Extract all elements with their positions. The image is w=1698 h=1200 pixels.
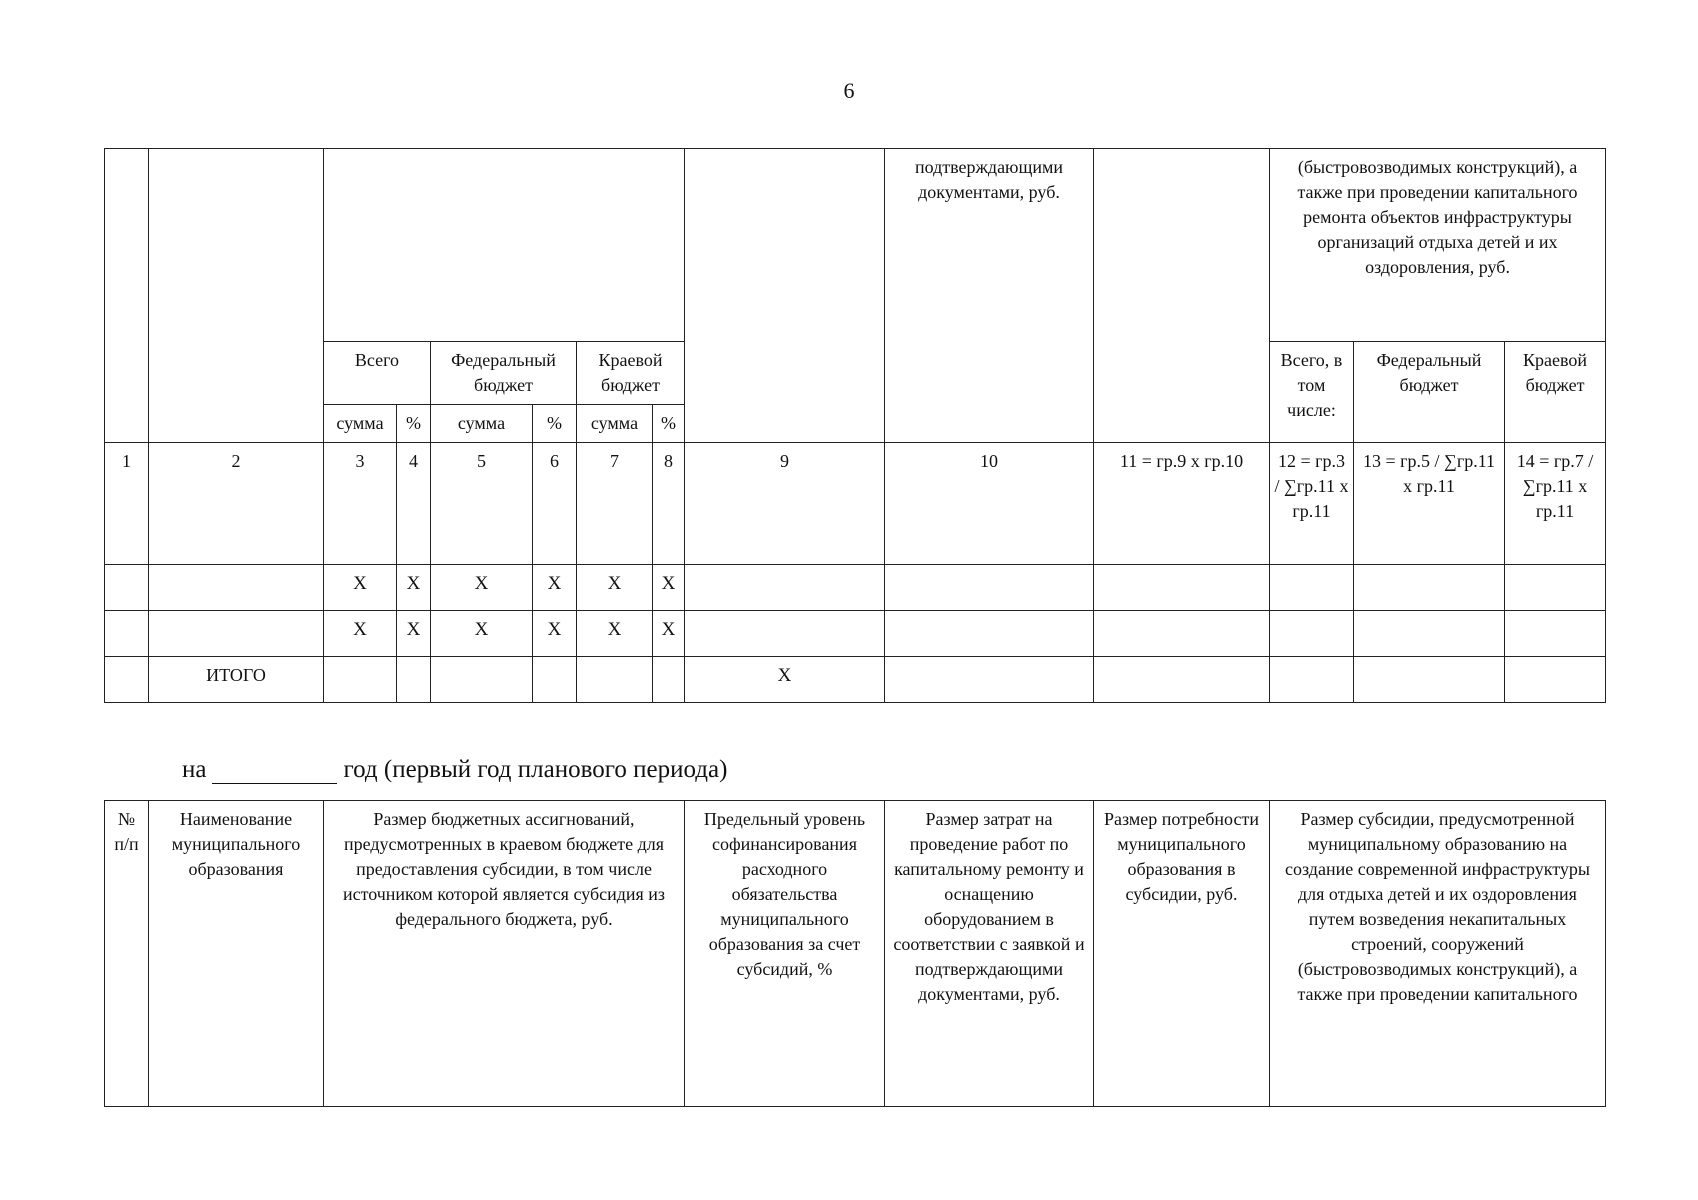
period-caption — [182, 756, 727, 784]
cell-empty — [685, 149, 885, 443]
subsidy-table-next-year — [104, 800, 1606, 1107]
x-mark: Х — [533, 611, 577, 657]
subheader-regional-budget-2: Краевой бюджет — [1505, 342, 1606, 443]
cell-empty — [653, 657, 685, 703]
table-row — [105, 565, 1606, 611]
cell-empty — [149, 565, 324, 611]
cell-empty — [1094, 565, 1270, 611]
column-number: 7 — [577, 443, 653, 565]
x-mark: Х — [577, 611, 653, 657]
page-number: 6 — [843, 78, 855, 103]
header-continuation-row — [105, 149, 1606, 342]
label-sum: сумма — [577, 405, 653, 443]
x-mark: Х — [577, 565, 653, 611]
x-mark: Х — [397, 565, 431, 611]
caption-suffix: год (первый год планового периода) — [343, 756, 728, 783]
cell-empty — [1354, 657, 1505, 703]
x-mark: Х — [324, 565, 397, 611]
cell-empty — [1270, 611, 1354, 657]
column-number: 1 — [105, 443, 149, 565]
subheader-total: Всего — [324, 342, 431, 405]
x-mark: Х — [431, 611, 533, 657]
cell-empty — [1354, 611, 1505, 657]
cell-empty — [105, 149, 149, 443]
caption-prefix: на — [182, 756, 207, 783]
cell-empty — [885, 657, 1094, 703]
header-col-municipality: Наименование муниципального образования — [149, 801, 324, 1107]
x-mark: Х — [431, 565, 533, 611]
cell-empty — [885, 611, 1094, 657]
total-label: ИТОГО — [149, 657, 324, 703]
cell-empty — [685, 565, 885, 611]
column-number: 4 — [397, 443, 431, 565]
x-mark: Х — [685, 657, 885, 703]
cell-empty — [324, 657, 397, 703]
subsidy-table-continued — [104, 148, 1606, 703]
subheader-federal-budget: Федеральный бюджет — [431, 342, 577, 405]
cell-empty — [885, 565, 1094, 611]
column-numbers-row — [105, 443, 1606, 565]
cell-empty — [1354, 565, 1505, 611]
cell-empty — [1505, 565, 1606, 611]
header-row — [105, 801, 1606, 1107]
x-mark: Х — [324, 611, 397, 657]
cell-empty — [397, 657, 431, 703]
column-number: 9 — [685, 443, 885, 565]
cell-empty — [1094, 657, 1270, 703]
header-col-subsidy-need: Размер потребности муниципального образования в субсидии, руб. — [1094, 801, 1270, 1107]
cell-empty — [1505, 657, 1606, 703]
column-number: 13 = гр.5 / ∑гр.11 х гр.11 — [1354, 443, 1505, 565]
subheader-federal-budget-2: Федеральный бюджет — [1354, 342, 1505, 443]
label-sum: сумма — [431, 405, 533, 443]
header-col-repair-costs: Размер затрат на проведение работ по капитальному ремонту и оснащению оборудованием в соответствии с заявкой и подтверждающими документами, руб. — [885, 801, 1094, 1107]
column-number: 2 — [149, 443, 324, 565]
cell-empty — [149, 611, 324, 657]
cell-empty — [1505, 611, 1606, 657]
column-number: 14 = гр.7 / ∑гр.11 х гр.11 — [1505, 443, 1606, 565]
x-mark: Х — [653, 611, 685, 657]
header-col-number: № п/п — [105, 801, 149, 1107]
cell-empty — [1094, 149, 1270, 443]
subheader-regional-budget: Краевой бюджет — [577, 342, 685, 405]
cell-empty — [577, 657, 653, 703]
cell-empty — [105, 565, 149, 611]
total-row — [105, 657, 1606, 703]
x-mark: Х — [653, 565, 685, 611]
label-sum: сумма — [324, 405, 397, 443]
cell-empty — [431, 657, 533, 703]
column-number: 11 = гр.9 х гр.10 — [1094, 443, 1270, 565]
cell-empty — [1270, 657, 1354, 703]
cell-empty — [105, 657, 149, 703]
column-number: 6 — [533, 443, 577, 565]
cell-empty — [1094, 611, 1270, 657]
label-pct: % — [397, 405, 431, 443]
cell-empty — [685, 611, 885, 657]
cell-empty — [1270, 565, 1354, 611]
column-number: 12 = гр.3 / ∑гр.11 х гр.11 — [1270, 443, 1354, 565]
year-blank-line — [212, 761, 337, 784]
label-pct: % — [533, 405, 577, 443]
column-number: 8 — [653, 443, 685, 565]
subheader-total-including: Всего, в том числе: — [1270, 342, 1354, 443]
header-col12-14-continued: (быстровозводимых конструкций), а также при проведении капитального ремонта объектов инфраструктуры организаций отдыха детей и их оздоровления, руб. — [1270, 149, 1606, 342]
column-number: 5 — [431, 443, 533, 565]
x-mark: Х — [397, 611, 431, 657]
column-number: 3 — [324, 443, 397, 565]
cell-empty — [105, 611, 149, 657]
header-col-budget-allocations: Размер бюджетных ассигнований, предусмотренных в краевом бюджете для предоставления субсидии, в том числе источником которой является субсидия из федерального бюджета, руб. — [324, 801, 685, 1107]
column-number: 10 — [885, 443, 1094, 565]
cell-empty — [324, 149, 685, 342]
x-mark: Х — [533, 565, 577, 611]
table-row — [105, 611, 1606, 657]
label-pct: % — [653, 405, 685, 443]
header-col10-continued: подтверждающими документами, руб. — [885, 149, 1094, 443]
header-col-cofinancing-level: Предельный уровень софинансирования расходного обязательства муниципального образования за счет субсидий, % — [685, 801, 885, 1107]
header-col-subsidy-amount: Размер субсидии, предусмотренной муниципальному образованию на создание современной инфраструктуры для отдыха детей и их оздоровления путем возведения некапитальных строений, сооружений (быстровозводимых конструкций), а также при проведении капитального — [1270, 801, 1606, 1107]
cell-empty — [149, 149, 324, 443]
cell-empty — [533, 657, 577, 703]
